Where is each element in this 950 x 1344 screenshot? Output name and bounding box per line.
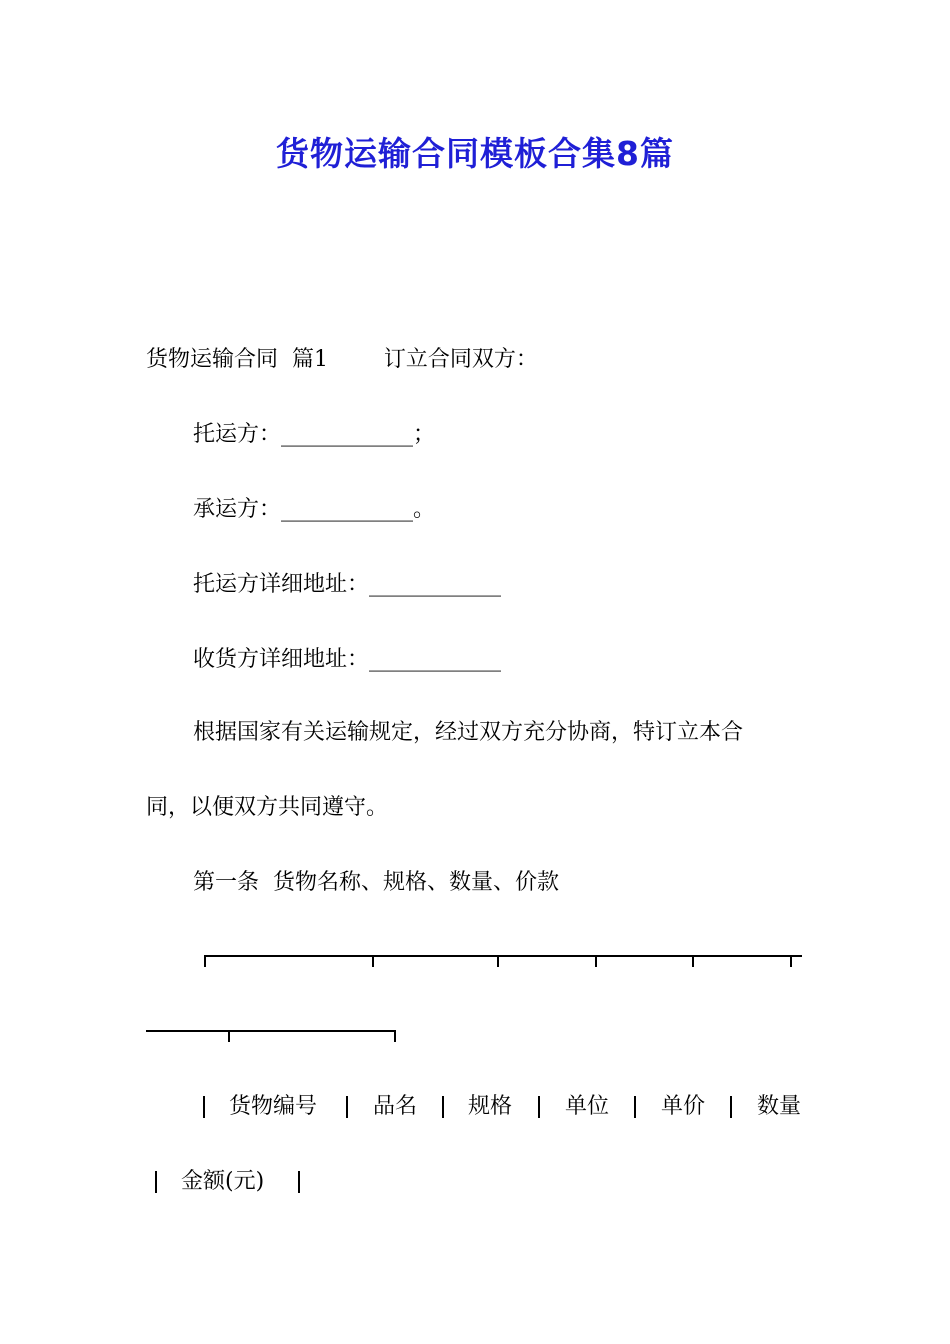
article-1-heading: 第一条 货物名称、规格、数量、价款 — [193, 870, 559, 895]
document-title: 货物运输合同模板合集8篇 — [276, 134, 674, 173]
header-cell-unit: 单位 — [565, 1094, 610, 1119]
header-cell-quantity: 数量 — [757, 1094, 802, 1119]
carrier-line: 承运方：____________。 — [193, 497, 436, 522]
header-cell-unit-price: 单价 — [661, 1094, 706, 1119]
consignee-address-line: 收货方详细地址：____________ — [193, 647, 502, 672]
header-cell-code: 货物编号 — [229, 1094, 318, 1119]
header-cell-spec: 规格 — [468, 1094, 513, 1119]
header-cell-amount: 金额(元) — [181, 1169, 265, 1194]
header-cell-name: 品名 — [373, 1094, 418, 1119]
intro-line-1: 根据国家有关运输规定，经过双方充分协商，特订立本合 — [193, 720, 744, 745]
contract-heading: 货物运输合同 篇1 订立合同双方： — [146, 347, 538, 372]
shipper-address-line: 托运方详细地址：____________ — [193, 572, 502, 597]
shipper-line: 托运方：____________； — [193, 422, 436, 447]
intro-line-2: 同，以便双方共同遵守。 — [146, 795, 389, 820]
